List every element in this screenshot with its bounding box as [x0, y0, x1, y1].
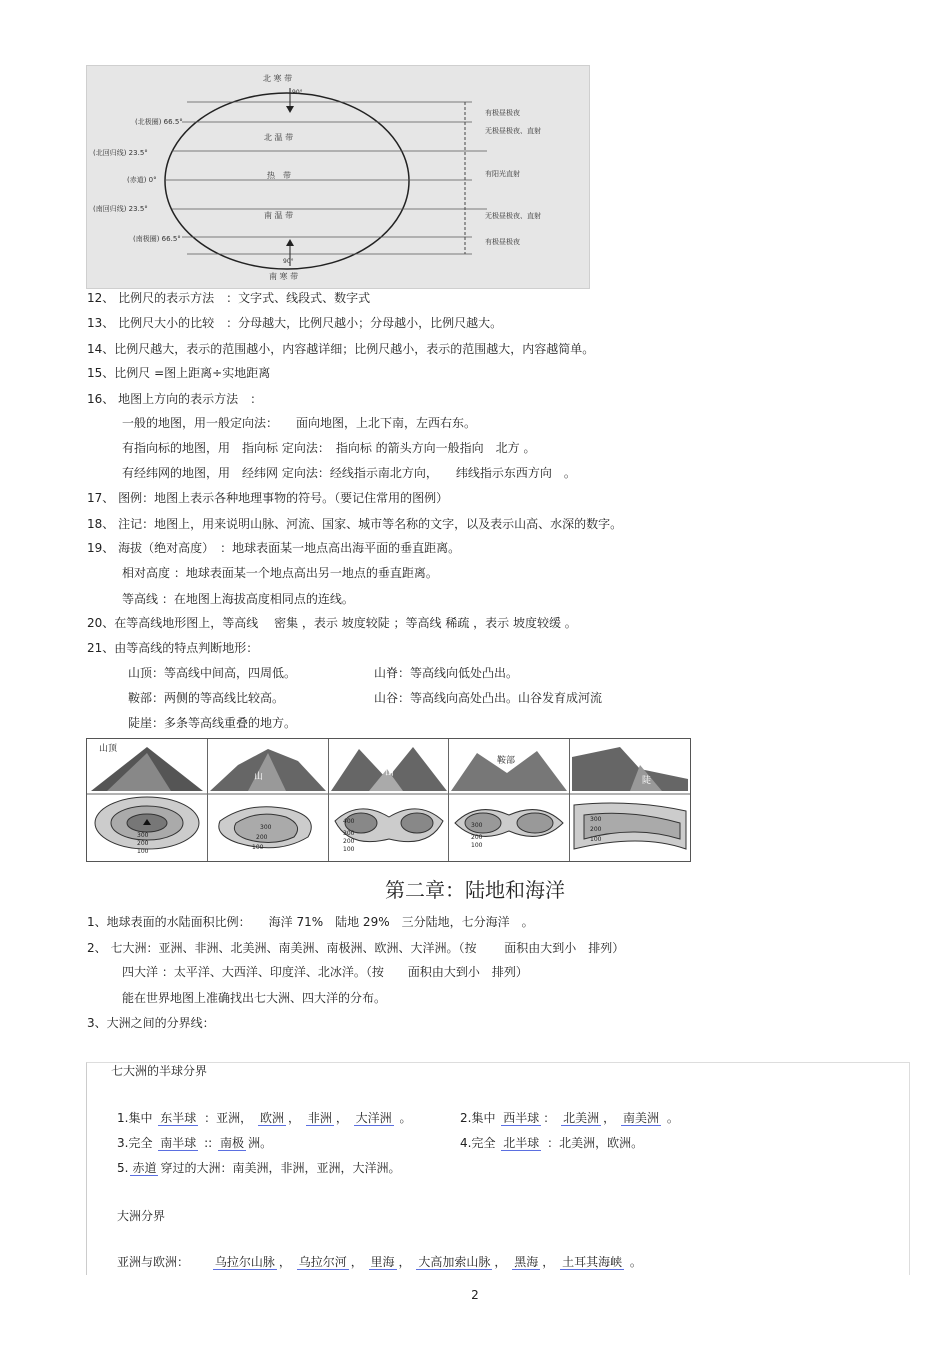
saddle-contour-100: 100: [471, 842, 483, 849]
south-frigid-label: 南 寒 带: [269, 272, 299, 281]
item-21d: 山谷：等高线向高处凸出。山谷发育成河流: [374, 691, 603, 705]
ridge-contour-300: 300: [259, 824, 272, 831]
box-item-3: [117, 1135, 272, 1151]
zone-note-4: 无极昼极夜、直射: [485, 212, 541, 220]
cliff-contour-200: 200: [590, 826, 602, 833]
item-13: 13、 比例尺大小的比较 ：分母越大，比例尺越小；分母越小，比例尺越大。: [87, 316, 503, 330]
item-20: 20、在等高线地形图上，等高线 密集 ，表示 坡度较陡 ；等高线 稀疏 ，表示 坡度较缓 。: [87, 616, 577, 630]
chapter-title: 第二章：陆地和海洋: [385, 878, 565, 902]
ae-answer-2: 乌拉尔河: [298, 1255, 347, 1269]
item-19a: 相对高度 ：地球表面某一个地点高出另一地点的垂直距离。: [122, 566, 438, 580]
zone-note-2: 无极昼极夜、直射: [485, 127, 541, 135]
box-i3-pre: 3.完全: [117, 1136, 153, 1150]
ch2-item-3: 3、大洲之间的分界线：: [87, 1016, 215, 1030]
antarctic-circle-label: (南极圈) 66.5°: [133, 235, 181, 243]
zone-note-5: 有极昼极夜: [485, 238, 520, 246]
saddle-contour-300: 300: [471, 822, 483, 829]
ae-answer-3: 里海: [370, 1255, 395, 1269]
box-i3-a: 南极: [220, 1136, 245, 1150]
ridge-contour-100: 100: [251, 844, 264, 851]
ae-end: 。: [629, 1255, 642, 1269]
tropical-label: 热 带: [267, 171, 291, 180]
item-18: 18、 注记：地图上，用来说明山脉、河流、国家、城市等名称的文字，以及表示山高、水深的数字。: [87, 517, 623, 531]
valley-contour-300: 300: [342, 830, 355, 837]
ae-answer-5: 黑海: [514, 1255, 539, 1269]
item-16b: 有指向标的地图，用 指向标 定向法： 指向标 的箭头方向一般指向 北方 。: [122, 441, 536, 455]
valley-contour-100: 100: [342, 846, 355, 853]
item-12: 12、 比例尺的表示方法 ：文字式、线段式、数字式: [87, 291, 371, 305]
valley-contour-200: 200: [342, 838, 355, 845]
box-heading: 七大洲的半球分界: [111, 1064, 208, 1078]
box-i5-pre: 5.: [117, 1161, 129, 1175]
box-i2-a: 北美洲: [563, 1111, 600, 1125]
box-i1-c: 大洋洲: [355, 1111, 392, 1125]
landform-figure: [86, 738, 691, 862]
item-21b: 山脊：等高线向低处凸出。: [374, 666, 519, 680]
saddle-label: 鞍部: [497, 756, 516, 766]
asia-europe-boundary: 亚洲与欧洲： 乌拉尔山脉 ， 乌拉尔河 ， 里海 ， 大高加索山脉 ， 黑海 ， 土耳其海峡 。: [117, 1255, 642, 1269]
cliff-contour-300: 300: [590, 816, 602, 823]
arctic-circle-label: (北极圈) 66.5°: [135, 118, 183, 126]
ch2-item-2b: 能在世界地图上准确找出七大洲、四大洋的分布。: [122, 991, 387, 1005]
ch2-item-2: 2、 七大洲：亚洲、非洲、北美洲、南美洲、南极洲、欧洲、大洋洲。（按 面积由大到小 排列）: [87, 941, 625, 955]
equator-label: (赤道) 0°: [127, 176, 157, 184]
landform-saddle: [449, 739, 570, 861]
landform-ridge: [208, 739, 329, 861]
asia-europe-label: 亚洲与欧洲：: [117, 1255, 184, 1269]
page-number: 2: [471, 1288, 479, 1302]
peak-contour-300: 300: [137, 832, 149, 839]
box-i2-end: 。: [666, 1111, 679, 1125]
box-i2-answer: 西半球: [503, 1111, 540, 1125]
valley-label: 山: [384, 768, 394, 778]
ae-answer-1: 乌拉尔山脉: [214, 1255, 275, 1269]
item-21: 21、由等高线的特点判断地形：: [87, 641, 259, 655]
box-heading-2: 大洲分界: [117, 1209, 166, 1223]
item-17: 17、 图例：地图上表示各种地理事物的符号。（要记住常用的图例）: [87, 491, 449, 505]
landform-peak: [87, 739, 208, 861]
item-21c: 鞍部：两侧的等高线比较高。: [128, 691, 285, 705]
box-i1-a: 欧洲: [259, 1111, 284, 1125]
tropic-capricorn-label: (南回归线) 23.5°: [93, 205, 148, 213]
peak-contour-100: 100: [137, 848, 149, 855]
south-90-label: 90°: [283, 258, 294, 265]
cliff-contour-100: 100: [590, 836, 602, 843]
box-i2-pre: 2.集中: [460, 1111, 496, 1125]
ridge-label: 山: [253, 772, 263, 782]
item-21a: 山顶：等高线中间高，四周低。: [128, 666, 297, 680]
landform-cliff: [570, 739, 690, 861]
box-i2-b: 南美洲: [622, 1111, 659, 1125]
ch2-item-1: 1、地球表面的水陆面积比例： 海洋 71% 陆地 29% 三分陆地，七分海洋 。: [87, 915, 534, 929]
box-i5-answer: 赤道: [132, 1161, 157, 1175]
landform-valley: [329, 739, 450, 861]
item-16a: 一般的地图，用一般定向法： 面向地图，上北下南，左西右东。: [122, 416, 477, 430]
climate-zone-figure: [86, 65, 590, 289]
box-i3-end: 洲。: [248, 1136, 273, 1150]
box-item-4: [460, 1135, 643, 1151]
item-19: 19、 海拔（绝对高度） ：地球表面某一地点高出海平面的垂直距离。: [87, 541, 461, 555]
item-16: 16、 地图上方向的表示方法 ：: [87, 392, 263, 406]
peak-contour-200: 200: [137, 840, 149, 847]
box-i1-pre: 1.集中: [117, 1111, 153, 1125]
ch2-item-2a: 四大洋 ：太平洋、大西洋、印度洋、北冰洋。（按 面积由大到小 排列）: [122, 965, 528, 979]
zone-note-3: 有阳光直射: [485, 170, 520, 178]
box-i4-rest: ：北美洲，欧洲。: [547, 1136, 644, 1150]
peak-label: 山顶: [99, 744, 118, 754]
box-i5-rest: 穿过的大洲：南美洲，非洲，亚洲，大洋洲。: [160, 1161, 401, 1175]
ae-answer-6: 土耳其海峡: [562, 1255, 623, 1269]
item-21e: 陡崖：多条等高线重叠的地方。: [128, 716, 297, 730]
north-90-label: 90°: [292, 89, 303, 96]
saddle-contour-200: 200: [471, 834, 483, 841]
box-i1-b: 非洲: [307, 1111, 332, 1125]
box-item-2: 2.集中 西半球 ： 北美洲 ， 南美洲 。: [460, 1111, 679, 1125]
ae-answer-4: 大高加索山脉: [418, 1255, 491, 1269]
box-item-1: 1.集中 东半球 ：亚洲， 欧洲 ， 非洲 ， 大洋洲 。: [117, 1111, 412, 1125]
continent-boundary-box: [86, 1062, 910, 1275]
tropic-cancer-label: (北回归线) 23.5°: [93, 149, 148, 157]
item-16c: 有经纬网的地图，用 经纬网 定向法：经线指示南北方向， 纬线指示东西方向 。: [122, 466, 576, 480]
box-i4-pre: 4.完全: [460, 1136, 496, 1150]
box-i4-answer: 北半球: [503, 1136, 540, 1150]
item-15: 15、比例尺 =图上距离÷实地距离: [87, 366, 271, 380]
item-14: 14、比例尺越大，表示的范围越小，内容越详细；比例尺越小，表示的范围越大，内容越简单。: [87, 342, 595, 356]
south-temperate-label: 南 温 带: [264, 211, 294, 220]
cliff-label: 陡: [642, 776, 652, 786]
valley-contour-400: 400: [342, 818, 355, 825]
box-i1-end: 。: [399, 1111, 412, 1125]
ridge-contour-200: 200: [255, 834, 268, 841]
box-item-5: [117, 1160, 400, 1176]
box-i1-answer: 东半球: [160, 1111, 197, 1125]
box-i3-mid: ::: [204, 1136, 213, 1150]
north-frigid-label: 北 寒 带: [263, 74, 293, 83]
box-i3-answer: 南半球: [160, 1136, 197, 1150]
box-i1-mid: ：亚洲，: [204, 1111, 253, 1125]
zone-note-1: 有极昼极夜: [485, 109, 520, 117]
item-19b: 等高线 ：在地图上海拔高度相同点的连线。: [122, 592, 354, 606]
north-temperate-label: 北 温 带: [264, 133, 294, 142]
